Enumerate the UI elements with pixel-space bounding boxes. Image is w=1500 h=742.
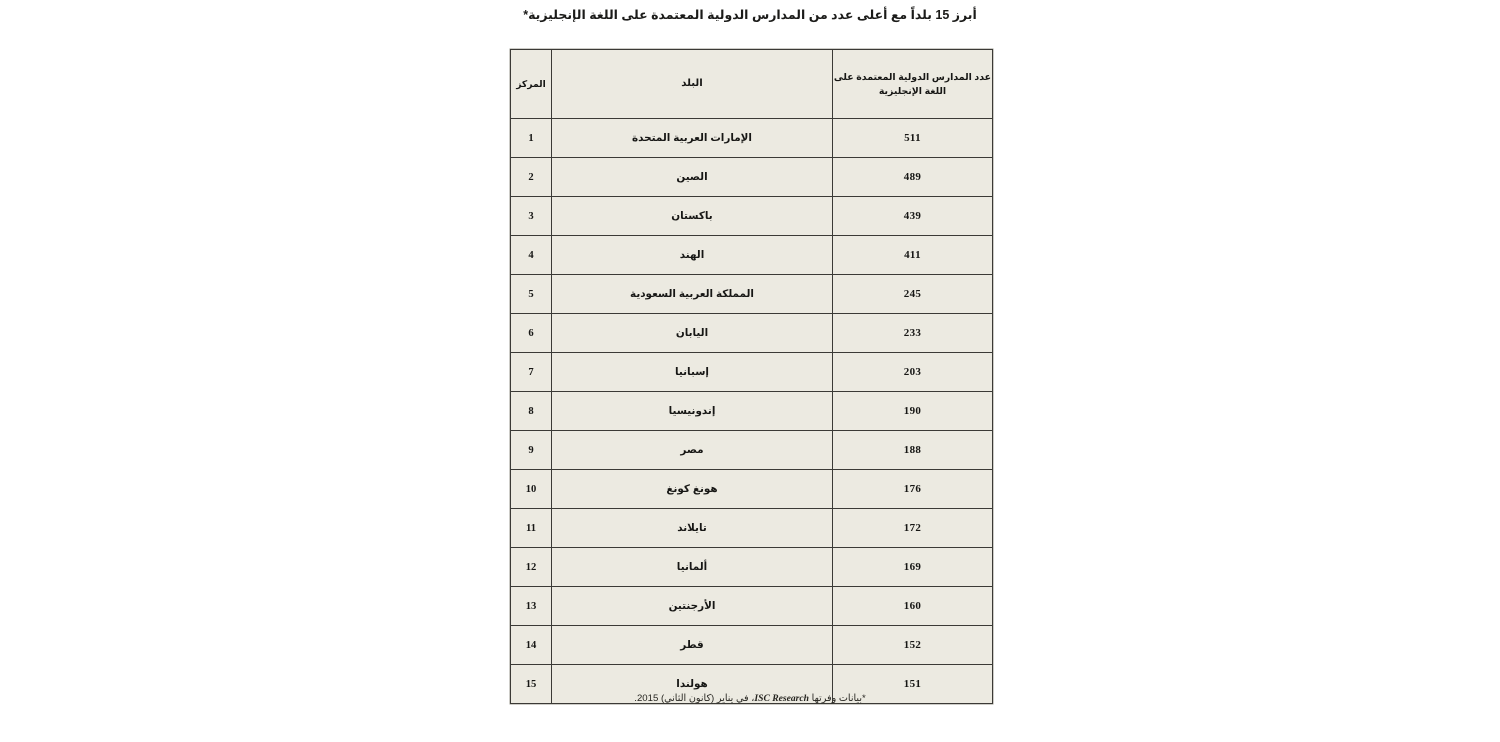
cell-school-count: 245 [833, 275, 993, 314]
cell-school-count: 233 [833, 314, 993, 353]
table-row [511, 353, 993, 392]
cell-rank: 3 [511, 197, 552, 236]
cell-rank: 13 [511, 587, 552, 626]
table-header-row [511, 50, 993, 119]
cell-country-name: الصين [552, 158, 833, 197]
cell-rank: 11 [511, 509, 552, 548]
cell-country-name: الأرجنتين [552, 587, 833, 626]
figure-title: أبرز 15 بلداً مع أعلى عدد من المدارس الدولية المعتمدة على اللغة الإنجليزية* [523, 8, 977, 22]
table-row [511, 626, 993, 665]
cell-country-name: إسبانيا [552, 353, 833, 392]
cell-school-count: 411 [833, 236, 993, 275]
figure-footnote [0, 691, 1500, 706]
cell-country-name: هونغ كونغ [552, 470, 833, 509]
table-row [511, 197, 993, 236]
column-header-rank: المركز [511, 50, 552, 119]
cell-school-count: 188 [833, 431, 993, 470]
cell-rank: 9 [511, 431, 552, 470]
table-body [511, 119, 993, 704]
cell-school-count: 190 [833, 392, 993, 431]
cell-rank: 1 [511, 119, 552, 158]
cell-country-name: الإمارات العربية المتحدة [552, 119, 833, 158]
cell-country-name: باكستان [552, 197, 833, 236]
footnote-source-name: ISC Research [754, 693, 810, 704]
cell-country-name: هولندا [552, 665, 833, 704]
cell-school-count: 511 [833, 119, 993, 158]
table-row [511, 158, 993, 197]
footnote-prefix: *بيانات وفرتها [809, 693, 866, 704]
cell-rank: 2 [511, 158, 552, 197]
table-container [511, 49, 993, 704]
cell-rank: 10 [511, 470, 552, 509]
cell-country-name: ألمانيا [552, 548, 833, 587]
cell-rank: 6 [511, 314, 552, 353]
table-row [511, 470, 993, 509]
cell-school-count: 172 [833, 509, 993, 548]
table-row [511, 587, 993, 626]
cell-school-count: 169 [833, 548, 993, 587]
cell-country-name: إندونيسيا [552, 392, 833, 431]
cell-school-count: 176 [833, 470, 993, 509]
cell-school-count: 439 [833, 197, 993, 236]
table-row [511, 509, 993, 548]
table-row [511, 392, 993, 431]
table-row [511, 548, 993, 587]
table-header [511, 50, 993, 119]
column-header-count: عدد المدارس الدولية المعتمدة على اللغة الإنجليزية [833, 50, 993, 119]
footnote-suffix: ، في يناير (كانون الثاني) 2015. [634, 693, 755, 704]
cell-rank: 4 [511, 236, 552, 275]
cell-rank: 5 [511, 275, 552, 314]
column-header-country: البلد [552, 50, 833, 119]
cell-school-count: 489 [833, 158, 993, 197]
cell-rank: 12 [511, 548, 552, 587]
table-row [511, 431, 993, 470]
table-row [511, 119, 993, 158]
table-row [511, 236, 993, 275]
country-schools-table [510, 49, 993, 704]
cell-country-name: قطر [552, 626, 833, 665]
cell-rank: 8 [511, 392, 552, 431]
cell-school-count: 203 [833, 353, 993, 392]
cell-country-name: مصر [552, 431, 833, 470]
cell-rank: 15 [511, 665, 552, 704]
cell-country-name: المملكة العربية السعودية [552, 275, 833, 314]
cell-rank: 7 [511, 353, 552, 392]
cell-school-count: 160 [833, 587, 993, 626]
cell-country-name: تايلاند [552, 509, 833, 548]
cell-country-name: الهند [552, 236, 833, 275]
cell-school-count: 151 [833, 665, 993, 704]
cell-country-name: اليابان [552, 314, 833, 353]
table-row [511, 314, 993, 353]
cell-school-count: 152 [833, 626, 993, 665]
table-row [511, 275, 993, 314]
cell-rank: 14 [511, 626, 552, 665]
